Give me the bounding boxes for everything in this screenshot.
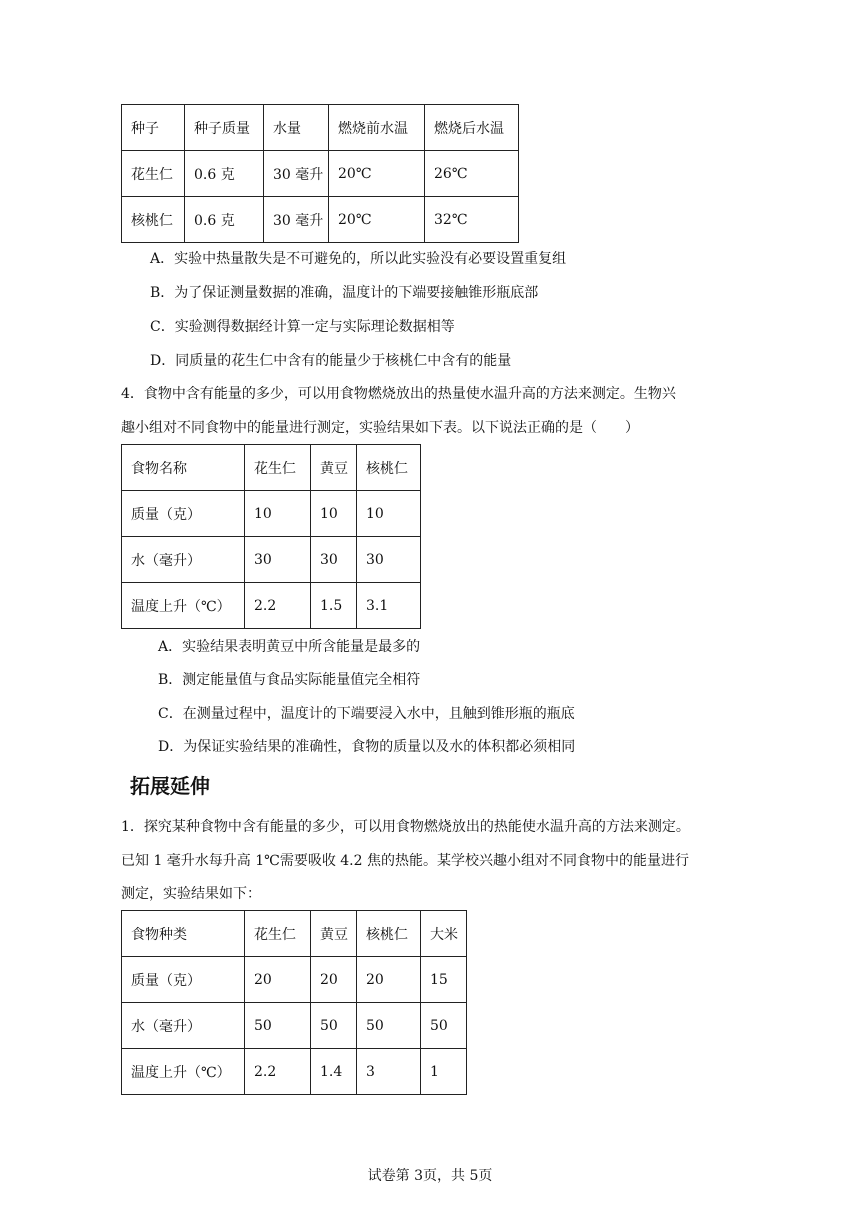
- table-cell: 30: [357, 537, 421, 583]
- table-cell: 30: [311, 537, 357, 583]
- table-cell: 温度上升（℃）: [122, 1049, 245, 1095]
- table-row: [122, 151, 519, 197]
- table-row: [122, 957, 467, 1003]
- table-cell: 10: [311, 491, 357, 537]
- seed-table: [121, 104, 519, 243]
- table-cell: 核桃仁: [122, 197, 185, 243]
- table-row: [122, 583, 421, 629]
- table-cell: 3.1: [357, 583, 421, 629]
- option-c: C．在测量过程中，温度计的下端要浸入水中，且触到锥形瓶的瓶底: [158, 706, 575, 722]
- table-header-cell: 大米: [421, 911, 467, 957]
- table-header-cell: 种子: [122, 105, 185, 151]
- table-cell: 26℃: [425, 151, 519, 197]
- option-a: A．实验结果表明黄豆中所含能量是最多的: [158, 639, 421, 655]
- table-header-cell: 燃烧后水温: [425, 105, 519, 151]
- table-cell: 15: [421, 957, 467, 1003]
- table-cell: 20: [357, 957, 421, 1003]
- table-header-cell: 水量: [264, 105, 329, 151]
- table-cell: 1.5: [311, 583, 357, 629]
- food-type-table: [121, 910, 467, 1095]
- table-row: [122, 911, 467, 957]
- question-stem: 测定，实验结果如下：: [121, 886, 261, 902]
- table-cell: 0.6 克: [185, 151, 264, 197]
- table-row: [122, 197, 519, 243]
- table-cell: 3: [357, 1049, 421, 1095]
- table-cell: 10: [357, 491, 421, 537]
- table-row: [122, 1003, 467, 1049]
- table-cell: 温度上升（℃）: [122, 583, 245, 629]
- table-cell: 水（毫升）: [122, 1003, 245, 1049]
- table-cell: 0.6 克: [185, 197, 264, 243]
- option-a: A．实验中热量散失是不可避免的，所以此实验没有必要设置重复组: [150, 251, 567, 267]
- table-cell: 水（毫升）: [122, 537, 245, 583]
- table-row: [122, 445, 421, 491]
- table-cell: 20: [245, 957, 311, 1003]
- table-cell: 质量（克）: [122, 957, 245, 1003]
- table-cell: 50: [245, 1003, 311, 1049]
- table-cell: 50: [421, 1003, 467, 1049]
- table-cell: 30: [245, 537, 311, 583]
- table-cell: 50: [311, 1003, 357, 1049]
- table-cell: 1: [421, 1049, 467, 1095]
- option-d: D．同质量的花生仁中含有的能量少于核桃仁中含有的能量: [150, 353, 512, 369]
- table-header-cell: 食物名称: [122, 445, 245, 491]
- table-row: [122, 1049, 467, 1095]
- table-row: [122, 537, 421, 583]
- table-cell: 花生仁: [122, 151, 185, 197]
- table-cell: 2.2: [245, 1049, 311, 1095]
- food-energy-table: [121, 444, 421, 629]
- table-row: [122, 105, 519, 151]
- question-stem: 趣小组对不同食物中的能量进行测定，实验结果如下表。以下说法正确的是（ ）: [121, 420, 639, 436]
- table-cell: 20℃: [329, 197, 425, 243]
- table-header-cell: 花生仁: [245, 445, 311, 491]
- table-header-cell: 黄豆: [311, 911, 357, 957]
- table-cell: 20℃: [329, 151, 425, 197]
- table-header-cell: 种子质量: [185, 105, 264, 151]
- table-header-cell: 核桃仁: [357, 445, 421, 491]
- table-cell: 30 毫升: [264, 151, 329, 197]
- table-cell: 50: [357, 1003, 421, 1049]
- option-c: C．实验测得数据经计算一定与实际理论数据相等: [150, 319, 455, 335]
- table-header-cell: 食物种类: [122, 911, 245, 957]
- table-cell: 质量（克）: [122, 491, 245, 537]
- table-cell: 30 毫升: [264, 197, 329, 243]
- table-cell: 20: [311, 957, 357, 1003]
- table-cell: 1.4: [311, 1049, 357, 1095]
- question-stem: 1．探究某种食物中含有能量的多少，可以用食物燃烧放出的热能使水温升高的方法来测定。: [121, 819, 690, 835]
- table-header-cell: 核桃仁: [357, 911, 421, 957]
- table-header-cell: 燃烧前水温: [329, 105, 425, 151]
- table-header-cell: 花生仁: [245, 911, 311, 957]
- table-header-cell: 黄豆: [311, 445, 357, 491]
- table-cell: 2.2: [245, 583, 311, 629]
- table-row: [122, 491, 421, 537]
- page-footer: 试卷第 3页，共 5页: [367, 1168, 493, 1184]
- option-b: B．测定能量值与食品实际能量值完全相符: [158, 672, 421, 688]
- question-stem: 已知 1 毫升水每升高 1℃需要吸收 4.2 焦的热能。某学校兴趣小组对不同食物中的能量进行: [121, 853, 689, 869]
- question-stem: 4．食物中含有能量的多少，可以用食物燃烧放出的热量使水温升高的方法来测定。生物兴: [121, 386, 676, 402]
- section-title: 拓展延伸: [130, 774, 210, 798]
- option-b: B．为了保证测量数据的准确，温度计的下端要接触锥形瓶底部: [150, 285, 539, 301]
- table-cell: 32℃: [425, 197, 519, 243]
- table-cell: 10: [245, 491, 311, 537]
- option-d: D．为保证实验结果的准确性，食物的质量以及水的体积都必须相同: [158, 739, 576, 755]
